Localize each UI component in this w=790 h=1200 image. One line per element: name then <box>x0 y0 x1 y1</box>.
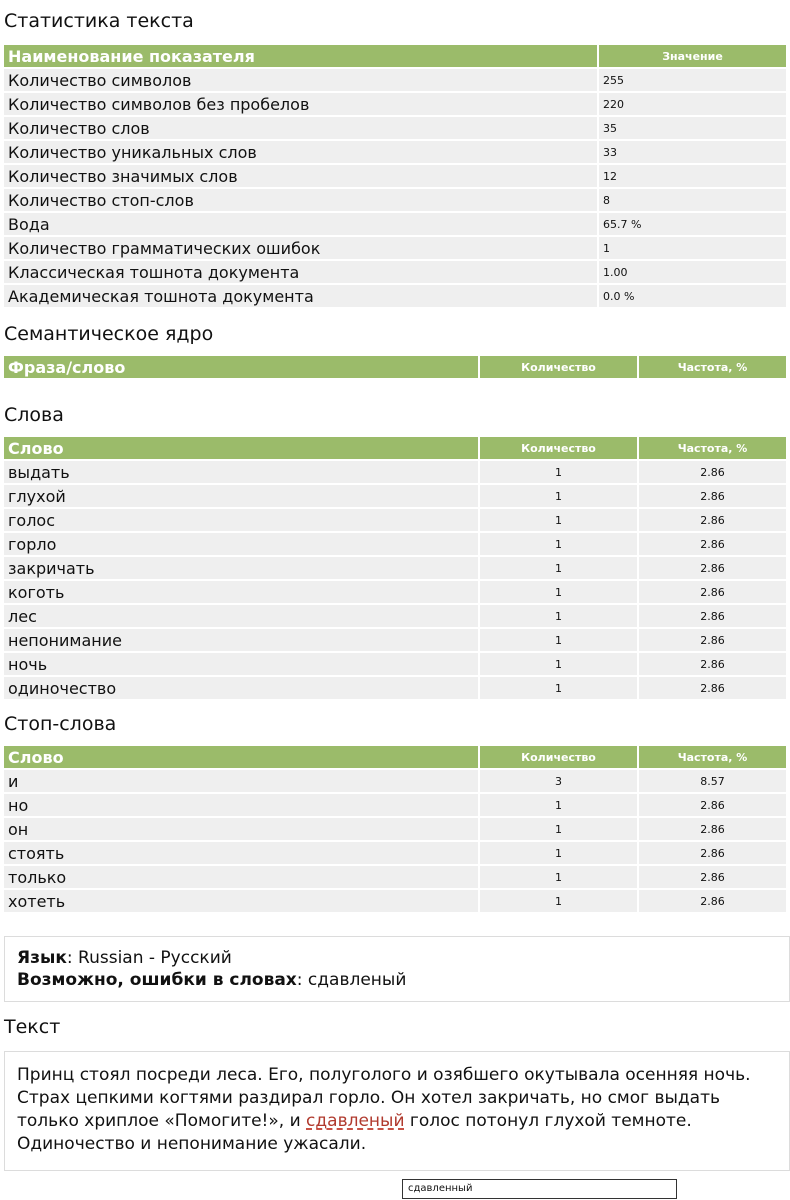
count-cell: 1 <box>480 557 637 579</box>
freq-cell: 2.86 <box>639 581 786 603</box>
freq-cell: 2.86 <box>639 653 786 675</box>
stat-row <box>4 141 786 163</box>
stat-value: 220 <box>599 93 786 115</box>
word-cell: непонимание <box>4 629 478 651</box>
errors-line: Возможно, ошибки в словах: сдавленый <box>17 970 407 990</box>
stat-row <box>4 117 786 139</box>
text-title: Текст <box>4 1016 61 1038</box>
stat-label: Количество символов <box>4 69 597 91</box>
freq-cell: 2.86 <box>639 794 786 816</box>
freq-cell: 2.86 <box>639 557 786 579</box>
words-body <box>4 461 786 699</box>
stopword-row <box>4 818 786 840</box>
count-cell: 1 <box>480 629 637 651</box>
stats-body <box>4 69 786 307</box>
freq-cell: 2.86 <box>639 818 786 840</box>
word-cell: голос <box>4 509 478 531</box>
stat-value: 1.00 <box>599 261 786 283</box>
word-row <box>4 581 786 603</box>
freq-cell: 2.86 <box>639 509 786 531</box>
count-cell: 1 <box>480 794 637 816</box>
stat-value: 255 <box>599 69 786 91</box>
stopwords-header-count: Количество <box>480 746 637 768</box>
word-cell: хотеть <box>4 890 478 912</box>
stats-header-value: Значение <box>599 45 786 67</box>
word-cell: и <box>4 770 478 792</box>
stat-value: 8 <box>599 189 786 211</box>
word-cell: глухой <box>4 485 478 507</box>
stopwords-title: Стоп-слова <box>4 713 117 735</box>
freq-cell: 2.86 <box>639 485 786 507</box>
stat-label: Количество значимых слов <box>4 165 597 187</box>
count-cell: 1 <box>480 653 637 675</box>
language-info-box <box>4 936 790 1002</box>
semantic-header-phrase: Фраза/слово <box>4 356 478 378</box>
word-row <box>4 677 786 699</box>
stopword-row <box>4 866 786 888</box>
stat-row <box>4 93 786 115</box>
word-row <box>4 653 786 675</box>
errors-value: сдавленый <box>307 970 407 990</box>
freq-cell: 2.86 <box>639 677 786 699</box>
count-cell: 3 <box>480 770 637 792</box>
freq-cell: 2.86 <box>639 866 786 888</box>
count-cell: 1 <box>480 461 637 483</box>
freq-cell: 2.86 <box>639 890 786 912</box>
stat-row <box>4 237 786 259</box>
freq-cell: 2.86 <box>639 842 786 864</box>
count-cell: 1 <box>480 485 637 507</box>
count-cell: 1 <box>480 842 637 864</box>
stopword-row <box>4 794 786 816</box>
stopwords-table <box>2 744 788 914</box>
stats-title: Статистика текста <box>4 10 194 32</box>
words-title: Слова <box>4 404 64 426</box>
word-cell: он <box>4 818 478 840</box>
text-box <box>4 1051 790 1171</box>
stopwords-header-word: Слово <box>4 746 478 768</box>
freq-cell: 8.57 <box>639 770 786 792</box>
word-cell: горло <box>4 533 478 555</box>
stat-row <box>4 165 786 187</box>
language-label: Язык <box>17 948 67 968</box>
stat-label: Количество стоп-слов <box>4 189 597 211</box>
stats-table <box>2 43 788 309</box>
stat-row <box>4 285 786 307</box>
word-cell: лес <box>4 605 478 627</box>
count-cell: 1 <box>480 509 637 531</box>
stopwords-header-freq: Частота, % <box>639 746 786 768</box>
stat-value: 12 <box>599 165 786 187</box>
report <box>4 0 790 1171</box>
stat-label: Вода <box>4 213 597 235</box>
word-cell: только <box>4 866 478 888</box>
words-header-word: Слово <box>4 437 478 459</box>
stat-row <box>4 213 786 235</box>
stat-value: 33 <box>599 141 786 163</box>
word-row <box>4 533 786 555</box>
word-cell: ночь <box>4 653 478 675</box>
semantic-table <box>2 354 788 380</box>
freq-cell: 2.86 <box>639 461 786 483</box>
word-row <box>4 509 786 531</box>
stat-value: 65.7 % <box>599 213 786 235</box>
spelling-suggestion[interactable]: сдавленный <box>402 1179 677 1199</box>
stat-label: Количество уникальных слов <box>4 141 597 163</box>
spelling-error-word[interactable]: сдавленый <box>306 1111 405 1131</box>
stat-label: Академическая тошнота документа <box>4 285 597 307</box>
count-cell: 1 <box>480 581 637 603</box>
semantic-title: Семантическое ядро <box>4 323 214 345</box>
word-cell: закричать <box>4 557 478 579</box>
stat-label: Количество грамматических ошибок <box>4 237 597 259</box>
text-after: голос потонул глухой темноте. Одиночество и непонимание ужасали. <box>17 1111 692 1154</box>
freq-cell: 2.86 <box>639 533 786 555</box>
count-cell: 1 <box>480 890 637 912</box>
errors-label: Возможно, ошибки в словах <box>17 970 297 990</box>
word-cell: выдать <box>4 461 478 483</box>
stopwords-body <box>4 770 786 912</box>
language-value: Russian - Русский <box>78 948 232 968</box>
stat-label: Классическая тошнота документа <box>4 261 597 283</box>
stat-value: 0.0 % <box>599 285 786 307</box>
semantic-header-count: Количество <box>480 356 637 378</box>
count-cell: 1 <box>480 533 637 555</box>
stopword-row <box>4 842 786 864</box>
word-row <box>4 605 786 627</box>
semantic-header-freq: Частота, % <box>639 356 786 378</box>
stat-label: Количество слов <box>4 117 597 139</box>
stat-row <box>4 261 786 283</box>
count-cell: 1 <box>480 605 637 627</box>
count-cell: 1 <box>480 866 637 888</box>
stat-row <box>4 189 786 211</box>
word-cell: коготь <box>4 581 478 603</box>
stat-value: 35 <box>599 117 786 139</box>
word-cell: стоять <box>4 842 478 864</box>
word-row <box>4 461 786 483</box>
words-table <box>2 435 788 701</box>
count-cell: 1 <box>480 818 637 840</box>
stopword-row <box>4 890 786 912</box>
text-before: Принц стоял посреди леса. Его, полуголого и озябшего окутывала осенняя ночь. Страх цепкими когтями раздирал горло. Он хотел закричать, но смог выдать только хриплое «Помогите!», и <box>17 1065 751 1131</box>
words-header-freq: Частота, % <box>639 437 786 459</box>
words-header-count: Количество <box>480 437 637 459</box>
freq-cell: 2.86 <box>639 605 786 627</box>
word-row <box>4 485 786 507</box>
count-cell: 1 <box>480 677 637 699</box>
word-row <box>4 629 786 651</box>
stopword-row <box>4 770 786 792</box>
freq-cell: 2.86 <box>639 629 786 651</box>
stat-value: 1 <box>599 237 786 259</box>
stat-row <box>4 69 786 91</box>
language-line: Язык: Russian - Русский <box>17 948 232 968</box>
stat-label: Количество символов без пробелов <box>4 93 597 115</box>
stats-header-name: Наименование показателя <box>4 45 597 67</box>
word-cell: одиночество <box>4 677 478 699</box>
word-row <box>4 557 786 579</box>
word-cell: но <box>4 794 478 816</box>
